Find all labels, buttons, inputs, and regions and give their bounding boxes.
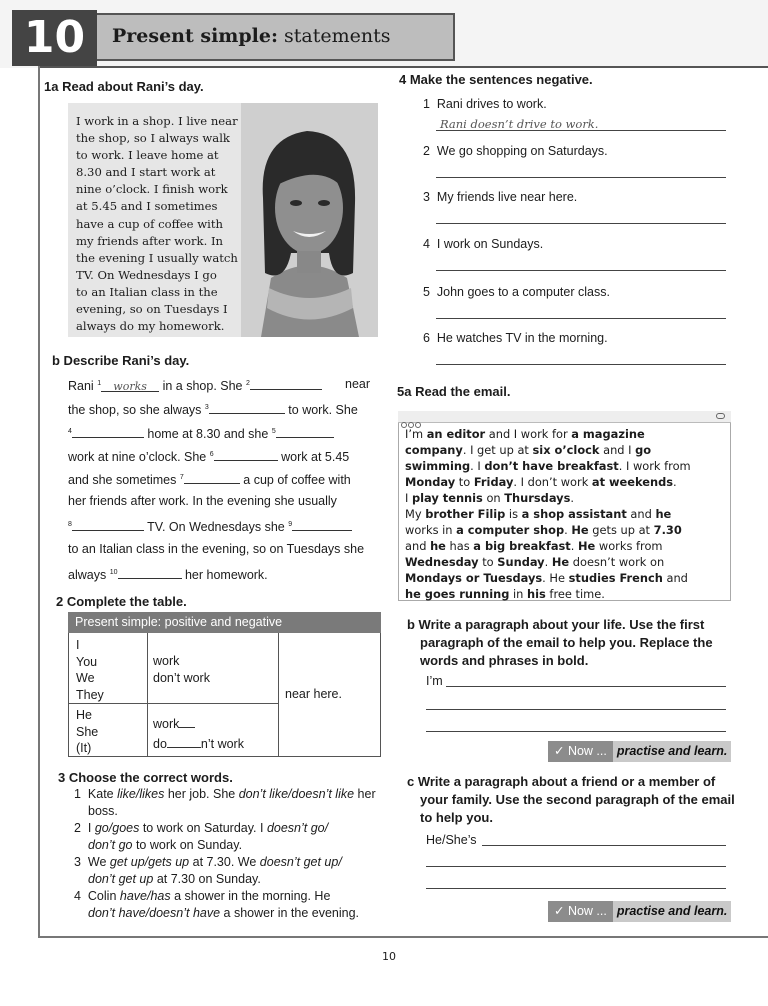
example-answer: works — [113, 380, 147, 393]
describe-line: her friends after work. In the evening she usually — [68, 494, 337, 508]
describe-text: to work. She — [288, 403, 358, 417]
describe-line: to an Italian class in the evening, so on Tuesdays she — [68, 542, 365, 556]
gap-number: 8 — [68, 520, 72, 528]
gap-number: 4 — [68, 427, 72, 435]
reading-line: nine o’clock. I finish work — [76, 182, 228, 197]
exercise-3-items — [74, 786, 376, 922]
describe-text: Rani — [68, 379, 94, 393]
item-text: Rani drives to work. — [436, 97, 547, 111]
email-text: I — [405, 491, 412, 505]
negative-item — [423, 331, 608, 345]
now-practise-text: practise and learn. — [616, 904, 728, 918]
gap-number: 5 — [271, 427, 276, 435]
table-subject: (It) — [76, 741, 92, 755]
item-text: at 7.30 on Sunday. — [153, 872, 261, 886]
email-line — [405, 506, 730, 522]
reading-line: at 5.45 and I sometimes — [76, 199, 218, 214]
answer-gap[interactable] — [250, 377, 322, 390]
item-number: 2 — [423, 144, 430, 158]
frame-line — [38, 66, 40, 938]
describe-text: near — [345, 377, 371, 391]
email-text: . — [570, 491, 574, 505]
item-text: a shower in the morning. He — [170, 889, 331, 903]
table-title-rest: positive and negative — [161, 615, 283, 629]
email-bold-phrase: Thursdays — [504, 491, 571, 505]
exercise-2-heading: 2 Complete the table. — [56, 594, 187, 609]
table-verb — [153, 715, 195, 731]
writing-line[interactable] — [426, 866, 726, 867]
now-badge-label: Now ... — [567, 744, 607, 758]
answer-gap[interactable] — [118, 566, 182, 579]
email-bold-phrase: play tennis — [411, 491, 483, 505]
email-bold-phrase: he goes running — [405, 587, 510, 601]
page-number: 10 — [382, 950, 396, 963]
item-text: at 7.30. We — [189, 855, 260, 869]
describe-line — [68, 425, 334, 441]
email-text: . I work from — [618, 459, 691, 473]
email-text: and — [405, 539, 431, 553]
table-divider — [68, 703, 278, 704]
email-bold-phrase: studies French — [568, 571, 663, 585]
email-text: . — [564, 523, 572, 537]
now-practise-text: practise and learn. — [616, 744, 728, 758]
item-text: boss. — [88, 804, 118, 818]
frame-line — [38, 936, 768, 938]
answer-gap[interactable] — [276, 425, 334, 438]
describe-text: work at nine o’clock. She — [68, 450, 207, 464]
choice-options[interactable]: don’t like/doesn’t like — [238, 787, 355, 801]
table-verb-text: do — [153, 737, 167, 751]
email-text: on — [482, 491, 505, 505]
table-subject: He — [76, 708, 92, 722]
table-near-here: near here. — [285, 687, 342, 701]
email-text: . I get up at — [462, 443, 533, 457]
choice-options[interactable]: go/goes — [94, 821, 140, 835]
page-title — [112, 25, 391, 47]
reading-line: always do my homework. — [76, 319, 225, 334]
now-practise-strip — [548, 741, 731, 762]
email-bold-phrase: a magazine — [571, 427, 645, 441]
email-bold-phrase: He — [571, 523, 589, 537]
table-subjects-group-1 — [76, 637, 104, 703]
email-text: . I — [470, 459, 485, 473]
describe-line — [68, 518, 352, 534]
negative-item — [423, 285, 610, 299]
now-badge — [548, 741, 613, 762]
table-title — [68, 612, 381, 633]
instruction-line: c Write a paragraph about a friend or a member of — [407, 774, 716, 789]
email-text: . — [544, 555, 552, 569]
describe-line — [68, 471, 351, 487]
choice-options[interactable]: like/likes — [117, 787, 165, 801]
email-line — [405, 426, 730, 442]
describe-text: work at 5.45 — [281, 450, 350, 464]
choice-options[interactable]: get up/gets up — [109, 855, 190, 869]
reading-line: my friends after work. In — [76, 233, 223, 248]
answer-gap[interactable] — [292, 518, 352, 531]
email-bold-phrase: at weekends — [591, 475, 674, 489]
table-divider — [147, 633, 148, 757]
gap-number: 2 — [246, 379, 250, 387]
describe-text: home at 8.30 and she — [147, 427, 269, 441]
email-text: works from — [595, 539, 663, 553]
instruction-line: paragraph of the email to help you. Replace the — [420, 635, 713, 650]
now-badge — [548, 901, 613, 922]
email-bold-phrase: don’t have breakfast — [484, 459, 619, 473]
answer-line[interactable] — [436, 270, 726, 271]
negative-item — [423, 97, 547, 111]
table-gap[interactable] — [179, 715, 195, 728]
item-text: He watches TV in the morning. — [436, 331, 608, 345]
exercise-5b-instructions — [407, 616, 713, 670]
table-gap[interactable] — [167, 735, 201, 748]
email-bold-phrase: a computer shop — [456, 523, 565, 537]
item-number: 5 — [423, 285, 430, 299]
email-line — [405, 474, 730, 490]
email-text: and I — [599, 443, 636, 457]
writing-line[interactable] — [426, 888, 726, 889]
answer-gap[interactable] — [72, 425, 144, 438]
negative-item — [423, 144, 608, 158]
gap-number: 9 — [288, 520, 293, 528]
now-badge-label: Now ... — [567, 904, 607, 918]
email-text: and I work for — [485, 427, 572, 441]
choice-item-continued — [74, 837, 376, 854]
email-bold-phrase: Wednesday — [405, 555, 479, 569]
instruction-line: to help you. — [420, 810, 493, 825]
check-icon: ✓ — [554, 744, 568, 758]
choice-options[interactable]: don’t go — [88, 838, 133, 852]
answer-line[interactable] — [436, 318, 726, 319]
answer-line[interactable] — [436, 177, 726, 178]
item-text: John goes to a computer class. — [436, 285, 610, 299]
answer-line[interactable] — [436, 364, 726, 365]
describe-line — [68, 566, 268, 582]
email-text: and — [626, 507, 656, 521]
describe-text: always — [68, 568, 107, 582]
example-answer: Rani doesn’t drive to work. — [440, 117, 599, 131]
table-subject: You — [76, 654, 98, 669]
choice-item — [74, 820, 376, 837]
exercise-3-heading: 3 Choose the correct words. — [58, 770, 233, 785]
email-text: works in — [405, 523, 457, 537]
email-line — [405, 554, 730, 570]
email-line — [405, 442, 730, 458]
email-bold-phrase: a shop assistant — [521, 507, 627, 521]
email-bold-phrase: swimming — [405, 459, 471, 473]
table-verb-text: work — [153, 717, 180, 731]
answer-gap[interactable] — [184, 471, 240, 484]
reading-line: have a cup of coffee with — [76, 216, 223, 231]
email-bold-phrase: his — [527, 587, 546, 601]
frame-line — [38, 66, 768, 68]
email-text: I’m — [405, 427, 427, 441]
table-verbs-group-1 — [153, 653, 210, 686]
item-text: her job. She — [164, 787, 239, 801]
answer-gap[interactable] — [214, 448, 278, 461]
exercise-1b-heading: b Describe Rani’s day. — [52, 353, 190, 368]
email-bold-phrase: brother Filip — [425, 507, 506, 521]
email-text: and — [662, 571, 688, 585]
portrait-illustration — [241, 103, 378, 337]
email-bold-phrase: Monday — [405, 475, 456, 489]
item-text: We go shopping on Saturdays. — [436, 144, 608, 158]
describe-line — [68, 401, 358, 417]
reading-text — [76, 113, 242, 335]
item-text: Colin — [87, 889, 120, 903]
email-text: is — [505, 507, 522, 521]
writing-line[interactable] — [446, 686, 726, 687]
rani-photo — [241, 103, 378, 337]
negative-item — [423, 190, 577, 204]
answer-line[interactable] — [436, 223, 726, 224]
email-text: has — [445, 539, 474, 553]
table-verb: work — [153, 654, 180, 668]
choice-options[interactable]: doesn’t get up/ — [259, 855, 342, 869]
choice-options[interactable]: don’t have/doesn’t have — [88, 906, 221, 920]
item-text: her — [354, 787, 376, 801]
email-body — [405, 426, 730, 602]
now-practise-strip — [548, 901, 731, 922]
describe-line — [68, 377, 322, 393]
describe-text: in a shop. She — [162, 379, 243, 393]
describe-line — [68, 448, 349, 464]
answer-gap[interactable] — [209, 401, 285, 414]
table-subject: They — [76, 687, 104, 702]
describe-text: TV. On Wednesdays she — [147, 520, 285, 534]
choice-options[interactable]: have/has — [119, 889, 171, 903]
choice-item-continued — [74, 905, 376, 922]
exercise-5a-heading: 5a Read the email. — [397, 384, 511, 399]
email-bold-phrase: he — [655, 507, 672, 521]
reading-line: to an Italian class in the — [76, 284, 218, 299]
reading-line: the evening I usually watch — [76, 250, 238, 265]
describe-text: a cup of coffee with — [243, 473, 351, 487]
check-icon: ✓ — [554, 904, 568, 918]
email-bold-phrase: He — [551, 555, 570, 569]
item-text: to work on Saturday. I — [139, 821, 267, 835]
email-bold-phrase: Mondays or Tuesdays — [405, 571, 543, 585]
unit-number: 10 — [12, 10, 97, 66]
choice-item — [74, 786, 376, 803]
gap-number: 7 — [179, 473, 184, 481]
item-number: 1 — [423, 97, 430, 111]
negative-item — [423, 237, 543, 251]
email-bold-phrase: a big breakfast — [473, 539, 571, 553]
choice-options[interactable]: doesn’t go/ — [266, 821, 329, 835]
table-title-bold: Present simple: — [75, 615, 162, 629]
table-verb-text: n’t work — [200, 737, 244, 751]
table-verb: don’t work — [153, 670, 210, 685]
email-text: in — [509, 587, 528, 601]
email-text: doesn’t work on — [569, 555, 665, 569]
describe-text: her homework. — [184, 568, 268, 582]
email-line — [405, 458, 730, 474]
reading-line: TV. On Wednesdays I go — [76, 267, 217, 282]
email-bold-phrase: 7.30 — [653, 523, 682, 537]
starter-text: He/She’s — [426, 833, 477, 847]
email-text: . — [570, 539, 579, 553]
table-subject: She — [76, 724, 99, 739]
table-subject: I — [76, 638, 80, 652]
email-text: . He — [542, 571, 569, 585]
answer-gap[interactable] — [101, 379, 159, 392]
gap-number: 6 — [209, 450, 214, 458]
item-text: Kate — [87, 787, 118, 801]
email-text: . I don’t work — [513, 475, 592, 489]
reading-line: I work in a shop. I live near — [76, 114, 238, 128]
email-line — [405, 490, 730, 506]
choice-item — [74, 854, 376, 871]
item-number: 6 — [423, 331, 430, 345]
email-text: gets up at — [588, 523, 654, 537]
describe-text: the shop, so she always — [68, 403, 202, 417]
choice-item — [74, 888, 376, 905]
email-text: . — [673, 475, 677, 489]
instruction-line: b Write a paragraph about your life. Use the first — [407, 617, 705, 632]
email-bold-phrase: He — [578, 539, 596, 553]
item-number: 4 — [74, 889, 81, 903]
table-subjects-group-2 — [76, 707, 98, 757]
email-bold-phrase: Sunday — [497, 555, 545, 569]
email-bold-phrase: an editor — [426, 427, 486, 441]
page-title-rest: statements — [278, 25, 391, 47]
email-line — [405, 586, 730, 602]
choice-options[interactable]: don’t get up — [88, 872, 154, 886]
email-text: My — [405, 507, 426, 521]
answer-gap[interactable] — [72, 518, 144, 531]
gap-number: 10 — [109, 568, 118, 576]
item-text: My friends live near here. — [436, 190, 578, 204]
item-text: a shower in the evening. — [220, 906, 360, 920]
email-title-bar — [398, 411, 731, 423]
instruction-line: your family. Use the second paragraph of the email — [420, 792, 735, 807]
email-text: to — [478, 555, 498, 569]
table-subject: We — [76, 671, 95, 685]
email-bold-phrase: Friday — [473, 475, 514, 489]
starter-text: I’m — [426, 674, 443, 688]
table-verb — [153, 735, 244, 751]
exercise-4-heading: 4 Make the sentences negative. — [399, 72, 593, 87]
email-bold-phrase: company — [405, 443, 463, 457]
reading-line: to work. I leave home at — [76, 148, 219, 163]
reading-line: 8.30 and I start work at — [76, 165, 216, 180]
exercise-1a-heading: 1a Read about Rani’s day. — [44, 79, 204, 94]
describe-text: and she sometimes — [68, 473, 177, 487]
email-line — [405, 570, 730, 586]
item-number: 3 — [423, 190, 430, 204]
gap-number: 3 — [204, 403, 209, 411]
email-line — [405, 522, 730, 538]
exercise-5c-instructions — [407, 773, 735, 827]
table-divider — [278, 633, 279, 757]
item-number: 4 — [423, 237, 430, 251]
writing-line[interactable] — [426, 709, 726, 710]
writing-line[interactable] — [426, 731, 726, 732]
choice-item-continued — [74, 871, 376, 888]
item-text: We — [87, 855, 110, 869]
email-text: to — [455, 475, 474, 489]
email-text: free time. — [545, 587, 605, 601]
item-text: I — [87, 821, 95, 835]
email-bold-phrase: six o’clock — [532, 443, 600, 457]
item-text: to work on Sunday. — [132, 838, 243, 852]
page-title-bold: Present simple: — [112, 25, 278, 47]
reading-line: the shop, so I always walk — [76, 131, 230, 146]
email-line — [405, 538, 730, 554]
window-toolbar-icon[interactable] — [716, 413, 725, 419]
instruction-line: words and phrases in bold. — [420, 653, 589, 668]
email-bold-phrase: he — [430, 539, 446, 553]
email-bold-phrase: go — [635, 443, 652, 457]
item-number: 3 — [74, 855, 81, 869]
writing-line[interactable] — [482, 845, 726, 846]
item-text: I work on Sundays. — [436, 237, 544, 251]
item-number: 1 — [74, 787, 81, 801]
gap-number: 1 — [97, 379, 102, 387]
reading-line: evening, so on Tuesdays I — [76, 302, 228, 317]
item-number: 2 — [74, 821, 81, 835]
